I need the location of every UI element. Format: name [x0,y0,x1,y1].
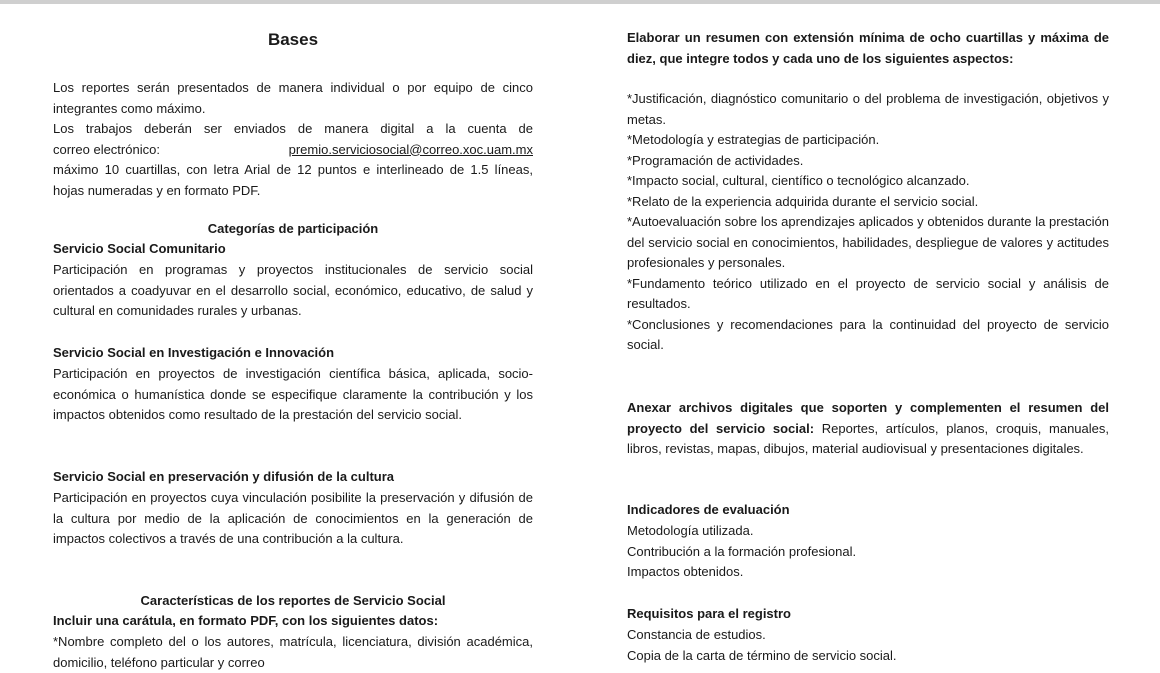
list-item: *Conclusiones y recomendaciones para la continuidad del proyecto de servicio social. [627,316,1109,352]
list-item: *Autoevaluación sobre los aprendizajes aplicados y obtenidos durante la prestación del servicio social en conocimientos, habilidades, despliegue de valores y actitudes profesionales y personales. [627,214,1109,270]
indicadores-list [627,521,1109,583]
list-item: Constancia de estudios. [627,627,766,642]
list-item: Copia de la carta de término de servicio social. [627,647,897,663]
anexar-text: Reportes, artículos, planos, croquis, manuales, libros, revistas, mapas, dibujos, material audiovisual y presentaciones digitales. [627,420,1109,456]
resumen-list [627,89,1109,356]
anexar-paragraph [627,398,1109,460]
list-item: *Justificación, diagnóstico comunitario o del problema de investigación, objetivos y metas. [627,91,1109,127]
bases-paragraph-2 [53,119,533,201]
list-item: Metodología utilizada. [627,523,754,538]
email-link[interactable]: premio.serviciosocial@correo.xoc.uam.mx [288,141,533,157]
anexar-bold: Anexar archivos digitales que soporten y complementen el resumen del proyecto del servicio social: [627,400,1109,436]
categorias-heading: Categorías de participación [207,221,379,236]
bases-p2-rest: máximo 10 cuartillas, con letra Arial de 12 puntos e interlineado de 1.5 líneas, hojas numeradas y en formato PDF. [53,162,533,198]
resumen-intro: Elaborar un resumen con extensión mínima de ocho cuartillas y máxima de diez, que integre todos y cada uno de los siguientes aspectos: [627,30,1109,66]
list-item: *Programación de actividades. [627,152,804,168]
indicadores-heading: Indicadores de evaluación [627,502,790,517]
cat1-text: Participación en programas y proyectos institucionales de servicio social orientados a coadyuvar en el desarrollo social, económico, educativo, de salud y cultural en comunidades rurales y urbanas. [53,262,533,318]
list-item: Contribución a la formación profesional. [627,543,857,559]
caracteristicas-subheading: Incluir una carátula, en formato PDF, con los siguientes datos: [53,613,439,628]
cat3-title: Servicio Social en preservación y difusión de la cultura [53,469,395,484]
requisitos-heading: Requisitos para el registro [627,606,791,621]
cat1-title: Servicio Social Comunitario [53,241,226,256]
cat3-text: Participación en proyectos cuya vinculación posibilite la preservación y difusión de la cultura por medio de la aplicación de conocimientos en la generación de impactos colectivos a través de una contribución a la cultura. [53,490,533,546]
list-item: *Relato de la experiencia adquirida durante el servicio social. [627,193,979,209]
caracteristicas-text: *Nombre completo del o los autores, matrícula, licenciatura, división académica, domicilio, teléfono particular y correo [53,634,533,670]
page-top-edge [0,0,1160,4]
cat2-title: Servicio Social en Investigación e Innovación [53,345,335,360]
list-item: Impactos obtenidos. [627,564,744,579]
bases-email-prefix: correo electrónico: [53,141,160,157]
cat2-text: Participación en proyectos de investigación científica básica, aplicada, socio-económica o humanística donde se especifique claramente la contribución y los impactos obtenidos como resultado de la prestación del servicio social. [53,366,533,422]
bases-heading: Bases [267,30,319,49]
requisitos-list [627,625,1109,666]
bases-p2-line1: Los trabajos deberán ser enviados de manera digital a la cuenta de [53,121,533,136]
bases-email-line [53,140,533,161]
list-item: *Metodología y estrategias de participación. [627,132,880,147]
list-item: *Impacto social, cultural, científico o tecnológico alcanzado. [627,173,970,188]
caracteristicas-heading: Características de los reportes de Servicio Social [140,593,446,608]
list-item: *Fundamento teórico utilizado en el proyecto de servicio social y análisis de resultados. [627,275,1109,311]
bases-paragraph-1: Los reportes serán presentados de manera individual o por equipo de cinco integrantes como máximo. [53,80,533,116]
